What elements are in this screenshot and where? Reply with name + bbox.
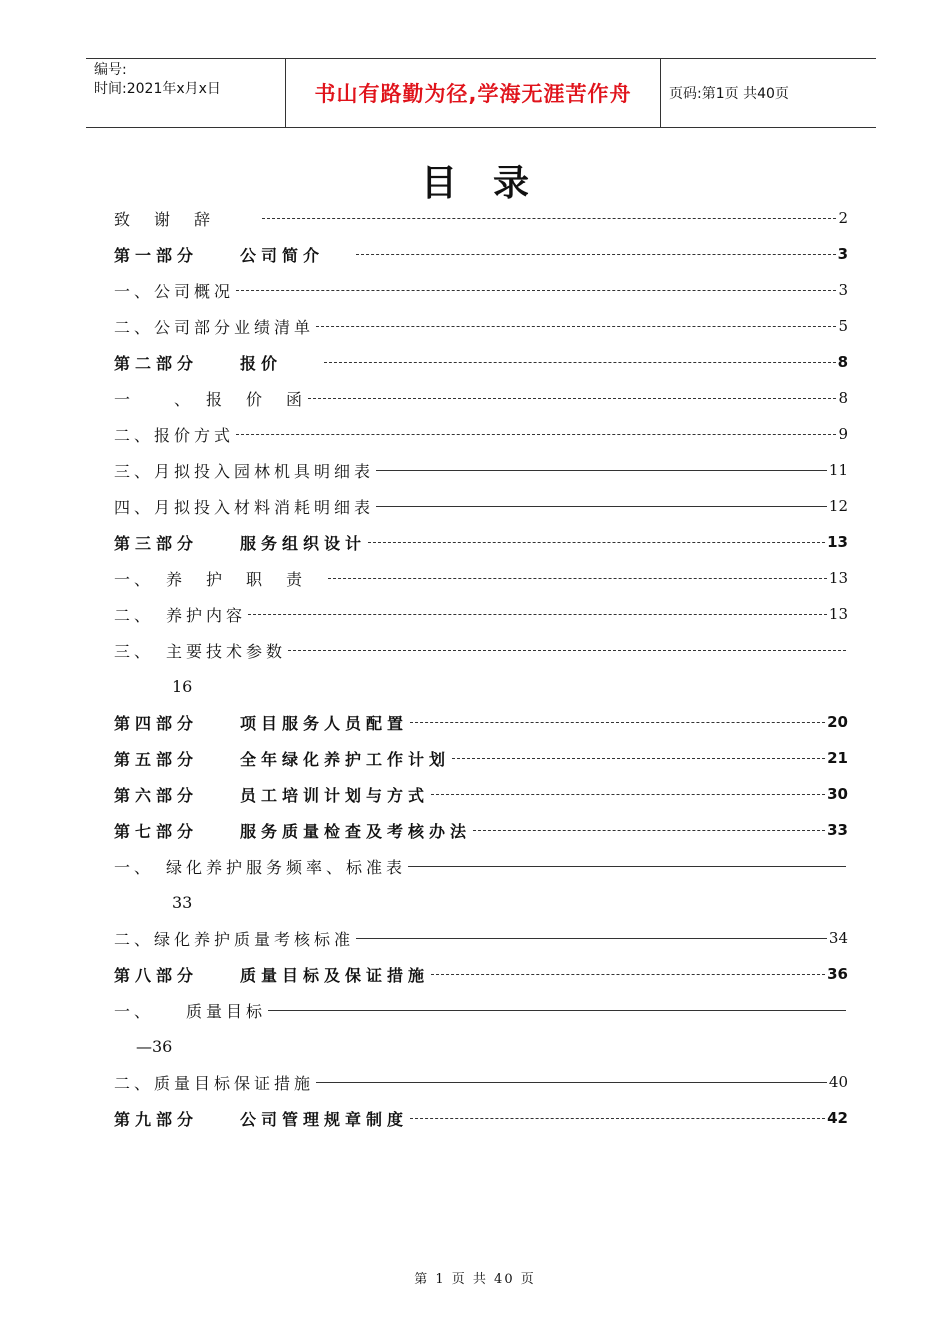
toc-entry [114, 632, 848, 668]
document-date-label: 时间:2021年x月x日 [94, 81, 221, 97]
toc-entry-label: 第四部分 项目服务人员配置 [114, 713, 409, 733]
toc-entry-page: 9 [838, 425, 848, 443]
toc-leader [431, 973, 825, 975]
toc-entry-page: 13 [828, 569, 848, 587]
toc-leader [356, 253, 836, 255]
toc-leader [368, 541, 825, 543]
toc-entry-page: 5 [838, 317, 848, 335]
toc-entry [114, 1100, 848, 1136]
toc-entry [114, 776, 848, 812]
header-page-info: 页码:第1页 共40页 [669, 86, 789, 102]
toc-entry-label: 第三部分 服务组织设计 [114, 533, 367, 553]
toc-entry [114, 992, 848, 1028]
toc-entry-page: 21 [827, 749, 848, 767]
toc-entry [114, 344, 848, 380]
toc-entry-label: 一、 绿化养护服务频率、标准表 [114, 857, 407, 877]
toc-entry-page: 20 [827, 713, 848, 731]
toc-entry-label: 四、月拟投入材料消耗明细表 [114, 497, 375, 517]
toc-leader [452, 757, 825, 759]
toc-leader [376, 469, 827, 471]
toc-entry-page: 3 [838, 281, 848, 299]
toc-entry [114, 704, 848, 740]
toc-entry [114, 416, 848, 452]
toc-leader [248, 613, 827, 615]
toc-entry-label: 第六部分 员工培训计划与方式 [114, 785, 430, 805]
toc-entry-label: 一 、 报 价 函 [114, 389, 307, 409]
toc-entry-page: 13 [827, 533, 848, 551]
toc-entry [114, 560, 848, 596]
toc-entry-page: 34 [828, 929, 848, 947]
toc-leader [268, 1009, 846, 1011]
toc-entry [114, 956, 848, 992]
toc-entry-label: 三、月拟投入园林机具明细表 [114, 461, 375, 481]
toc-leader [410, 721, 825, 723]
toc-entry-page: 30 [827, 785, 848, 803]
toc-entry-page: 36 [827, 965, 848, 983]
toc-entry-page: 8 [838, 389, 848, 407]
toc-entry-label: 第七部分 服务质量检查及考核办法 [114, 821, 472, 841]
toc-entry [114, 452, 848, 488]
toc-entry-page: 33 [827, 821, 848, 839]
toc-entry [114, 1064, 848, 1100]
toc-leader [308, 397, 836, 399]
toc-entry-label: 第八部分 质量目标及保证措施 [114, 965, 430, 985]
header-motto: 书山有路勤为径,学海无涯苦作舟 [286, 59, 661, 127]
toc-entry [114, 1028, 848, 1064]
toc-entry-label: 一、 质量目标 [114, 1001, 267, 1021]
toc-leader [288, 649, 846, 651]
toc-entry-label: 一、公司概况 [114, 281, 235, 301]
toc-entry-label: 二、 养护内容 [114, 605, 247, 625]
toc-leader [316, 1081, 827, 1083]
toc-entry-label: 致 谢 辞 [114, 209, 215, 229]
toc-entry [114, 884, 848, 920]
page-footer: 第 1 页 共 40 页 [414, 1272, 536, 1287]
toc-entry-page: 12 [828, 497, 848, 515]
toc-entry-page: 3 [837, 245, 848, 263]
document-number-label: 编号: [94, 62, 127, 78]
toc-entry [114, 200, 848, 236]
toc-entry [114, 596, 848, 632]
toc-leader [410, 1117, 825, 1119]
toc-entry-label: 第九部分 公司管理规章制度 [114, 1109, 409, 1129]
toc-entry-label: 33 [172, 892, 193, 912]
toc-leader [376, 505, 827, 507]
toc-entry-label: 第二部分 报价 [114, 353, 283, 373]
toc-entry-page: 13 [828, 605, 848, 623]
toc-entry-label: 第一部分 公司简介 [114, 245, 325, 265]
toc-entry-page: 8 [837, 353, 848, 371]
toc-leader [262, 217, 836, 219]
toc-leader [408, 865, 846, 867]
toc-entry [114, 308, 848, 344]
toc-entry-label: 二、公司部分业绩清单 [114, 317, 315, 337]
toc-entry-label: 三、 主要技术参数 [114, 641, 287, 661]
toc-entry-label: 16 [172, 676, 193, 696]
toc-entry [114, 920, 848, 956]
toc-leader [431, 793, 825, 795]
toc-leader [316, 325, 836, 327]
toc-leader [324, 361, 836, 363]
toc-entry [114, 740, 848, 776]
toc-entry-label: 一、 养 护 职 责 [114, 569, 307, 589]
toc-entry [114, 668, 848, 704]
toc-entry [114, 380, 848, 416]
header-meta [86, 59, 286, 127]
toc-entry [114, 812, 848, 848]
toc-entry-label: —36 [136, 1036, 173, 1056]
toc-entry-label: 二、质量目标保证措施 [114, 1073, 315, 1093]
toc-leader [328, 577, 827, 579]
toc-entry-label: 第五部分 全年绿化养护工作计划 [114, 749, 451, 769]
page-header [86, 58, 876, 128]
table-of-contents [114, 200, 848, 1136]
toc-entry-page: 40 [828, 1073, 848, 1091]
toc-entry [114, 272, 848, 308]
toc-entry [114, 848, 848, 884]
toc-entry [114, 488, 848, 524]
page-title: 目录 [420, 163, 565, 204]
toc-entry [114, 524, 848, 560]
toc-leader [356, 937, 827, 939]
toc-entry-page: 2 [838, 209, 848, 227]
toc-entry-page: 42 [827, 1109, 848, 1127]
toc-entry-page: 11 [828, 461, 848, 479]
toc-leader [473, 829, 825, 831]
toc-leader [236, 433, 836, 435]
toc-entry-label: 二、报价方式 [114, 425, 235, 445]
toc-entry [114, 236, 848, 272]
toc-leader [236, 289, 836, 291]
toc-entry-label: 二、绿化养护质量考核标准 [114, 929, 355, 949]
